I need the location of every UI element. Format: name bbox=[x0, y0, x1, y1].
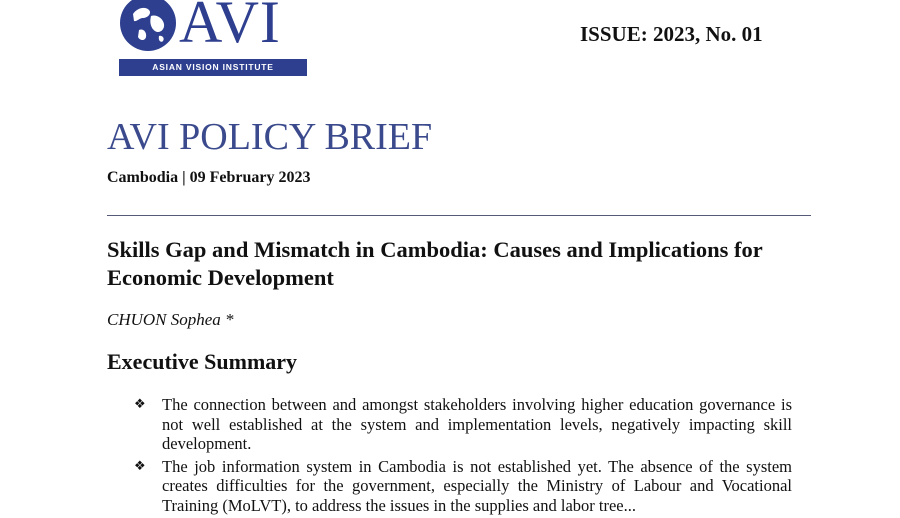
diamond-bullet-icon: ❖ bbox=[134, 458, 146, 474]
author-name: CHUON Sophea * bbox=[107, 310, 234, 329]
issue-number: ISSUE: 2023, No. 01 bbox=[580, 22, 763, 46]
avi-logo bbox=[117, 0, 307, 80]
list-item-text: The connection between and amongst stakeholders involving higher education governance is not well established at the system and implementation levels, negatively impacting skill development. bbox=[162, 395, 792, 453]
globe-icon bbox=[119, 0, 177, 52]
section-heading: Executive Summary bbox=[107, 349, 298, 374]
document-title: Skills Gap and Mismatch in Cambodia: Causes and Implications for Economic Development bbox=[107, 237, 763, 290]
logo-letters: AVI bbox=[179, 0, 281, 55]
list-item-text: The job information system in Cambodia is not established yet. The absence of the system creates difficulties for the government, especially the Ministry of Labour and Vocational Training (MoLVT), to address the issues in the supplies and labor tree... bbox=[162, 456, 792, 515]
logo-org-name: ASIAN VISION INSTITUTE bbox=[119, 59, 307, 76]
divider bbox=[107, 215, 811, 216]
series-title: AVI POLICY BRIEF bbox=[107, 116, 433, 158]
list-item bbox=[134, 457, 792, 516]
list-item bbox=[134, 395, 792, 454]
diamond-bullet-icon: ❖ bbox=[134, 397, 146, 412]
publication-meta: Cambodia | 09 February 2023 bbox=[107, 169, 311, 186]
